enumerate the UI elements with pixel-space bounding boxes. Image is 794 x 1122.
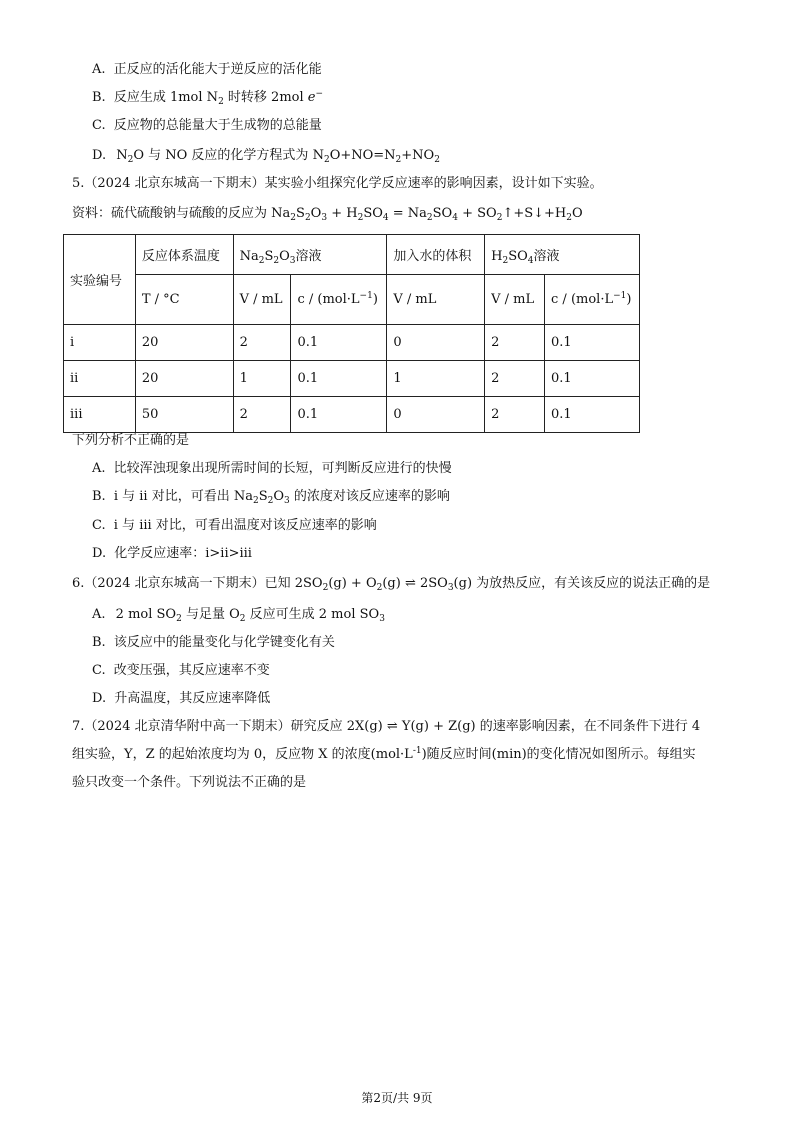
q7-stem-line-3: 验只改变一个条件。下列说法不正确的是 — [72, 775, 307, 790]
q6-option-c: C. 改变压强，其反应速率不变 — [92, 663, 270, 678]
header-temperature: 反应体系温度 — [135, 235, 233, 275]
unit-volume-h2so4: V / mL — [485, 275, 545, 325]
q5-option-d: D. 化学反应速率：i>ii>iii — [92, 546, 252, 561]
q5-option-c: C. i 与 iii 对比，可看出温度对该反应速率的影响 — [92, 518, 377, 533]
q5-option-b: B. i 与 ii 对比，可看出 $Na_2S_2O_3$ 的浓度对该反应速率的影响 — [92, 489, 450, 506]
q6-option-d: D. 升高温度，其反应速率降低 — [92, 691, 271, 706]
experiment-table — [63, 234, 640, 433]
table-row: i 20 2 0.1 0 2 0.1 — [64, 325, 640, 361]
unit-temperature: T / °C — [135, 275, 233, 325]
header-na2s2o3: $Na_2S_2O_3$溶液 — [233, 235, 387, 275]
unit-volume-na: V / mL — [233, 275, 291, 325]
q6-option-a: A. 2 mol $SO_2$ 与足量 $O_2$ 反应可生成 2 mol $SO_3$ — [92, 607, 385, 624]
unit-conc-h2so4: $c / (mol\cdot L^{-1})$ — [545, 275, 640, 325]
q4-option-c: C. 反应物的总能量大于生成物的总能量 — [92, 118, 322, 133]
q6-option-b: B. 该反应中的能量变化与化学键变化有关 — [92, 635, 335, 650]
q7-stem-line-2: 组实验，Y，Z 的起始浓度均为 0，反应物 X 的浓度$(mol\cdot L^{-1})$随反应时间(min)的变化情况如图所示。每组实 — [72, 746, 696, 762]
table-row: ii 20 1 0.1 1 2 0.1 — [64, 361, 640, 397]
page-footer: 第2页/共 9页 — [361, 1091, 433, 1105]
q6-stem: 6.（2024 北京东城高一下期末）已知 $2SO_2(g) + O_2(g)$ ⇌ $2SO_3(g)$ 为放热反应，有关该反应的说法正确的是 — [72, 576, 711, 593]
q5-prompt: 下列分析不正确的是 — [72, 433, 190, 448]
header-water-volume: 加入水的体积 — [387, 235, 485, 275]
q4-option-a: A. 正反应的活化能大于逆反应的活化能 — [92, 62, 322, 77]
q5-stem: 5.（2024 北京东城高一下期末）某实验小组探究化学反应速率的影响因素，设计如下实验。 — [72, 176, 603, 191]
header-experiment-id: 实验编号 — [64, 235, 136, 325]
table-row: iii 50 2 0.1 0 2 0.1 — [64, 397, 640, 433]
q5-option-a: A. 比较浑浊现象出现所需时间的长短，可判断反应进行的快慢 — [92, 461, 452, 476]
thiosulfate-equation: $Na_2S_2O_3 + H_2SO_4 = Na_2SO_4$ + $SO_2↑+S↓+H_2O$ — [271, 206, 583, 223]
q4-option-d: D. $N_2O$ 与 NO 反应的化学方程式为 $N_2O+NO=N_2+NO_2$ — [92, 148, 440, 165]
q4-option-b: B. 反应生成 1mol $N_2$ 时转移 2mol e− — [92, 89, 324, 107]
q5-info: 资料：硫代硫酸钠与硫酸的反应为 $Na_2S_2O_3 + H_2SO_4 = Na_2SO_4$ + $SO_2↑+S↓+H_2O$ — [72, 206, 583, 223]
header-h2so4: $H_2SO_4$溶液 — [485, 235, 640, 275]
unit-conc-na: $c / (mol\cdot L^{-1})$ — [291, 275, 387, 325]
unit-volume-water: V / mL — [387, 275, 485, 325]
q7-stem-line-1: 7.（2024 北京清华附中高一下期末）研究反应 2X(g) ⇌ Y(g) + Z(g) 的速率影响因素，在不同条件下进行 4 — [72, 719, 701, 734]
